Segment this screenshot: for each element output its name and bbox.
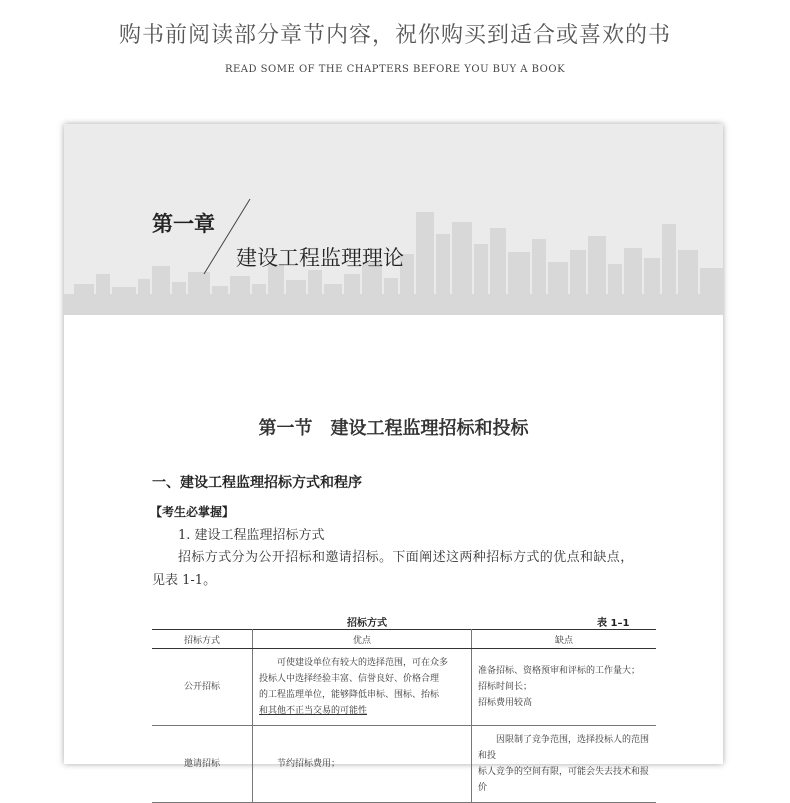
table-cell-type: 公开招标 <box>152 649 253 726</box>
column-header: 缺点 <box>472 630 657 649</box>
page-header-subtitle: READ SOME OF THE CHAPTERS BEFORE YOU BUY A BOOK <box>224 64 566 75</box>
cell-line: 可使建设单位有较大的选择范围，可在众多 <box>277 658 449 668</box>
study-tag: 【考生必掌握】 <box>150 505 235 519</box>
chapter-title: 建设工程监理理论 <box>236 246 404 270</box>
cell-line: 节约招标费用； <box>277 759 341 769</box>
cell-line: 招标时间长； <box>478 682 533 692</box>
table-cell-pros <box>253 649 472 726</box>
subsection-heading: 一、建设工程监理招标方式和程序 <box>152 475 362 491</box>
column-header: 招标方式 <box>152 630 253 649</box>
table-cell-cons <box>472 726 657 803</box>
table-number: 表 1–1 <box>597 618 630 629</box>
page-header-title: 购书前阅读部分章节内容，祝你购买到适合或喜欢的书 <box>118 23 671 48</box>
cell-line: 的工程监理单位，能够降低串标、围标、抬标 <box>259 690 440 700</box>
cell-line: 标人竞争的空间有限，可能会失去技术和报价 <box>478 767 650 793</box>
column-header: 优点 <box>253 630 472 649</box>
book-page <box>64 124 723 793</box>
table-caption: 招标方式 <box>347 618 387 629</box>
table-row <box>152 726 656 803</box>
paragraph-line: 见表 1-1。 <box>152 573 217 588</box>
table-cell-type: 邀请招标 <box>152 726 253 803</box>
cell-line: 招标费用较高 <box>478 698 533 708</box>
chapter-number: 第一章 <box>152 211 215 236</box>
cell-line: 准备招标、资格预审和评标的工作量大； <box>478 666 641 676</box>
paragraph-line: 招标方式分为公开招标和邀请招标。下面阐述这两种招标方式的优点和缺点， <box>178 550 634 565</box>
table-cell-pros <box>253 726 472 803</box>
comparison-table <box>152 629 656 803</box>
item-heading: 1. 建设工程监理招标方式 <box>178 528 325 543</box>
cell-line: 因限制了竞争范围，选择投标人的范围和投 <box>478 735 650 761</box>
section-title: 第一节 建设工程监理招标和投标 <box>258 418 529 439</box>
table-cell-cons <box>472 649 657 726</box>
table-header-row <box>152 630 656 649</box>
cell-line: 和其他不正当交易的可能性 <box>259 706 368 716</box>
table-row <box>152 649 656 726</box>
cell-line: 投标人中选择经验丰富、信誉良好、价格合理 <box>259 674 440 684</box>
chapter-banner <box>64 124 723 315</box>
